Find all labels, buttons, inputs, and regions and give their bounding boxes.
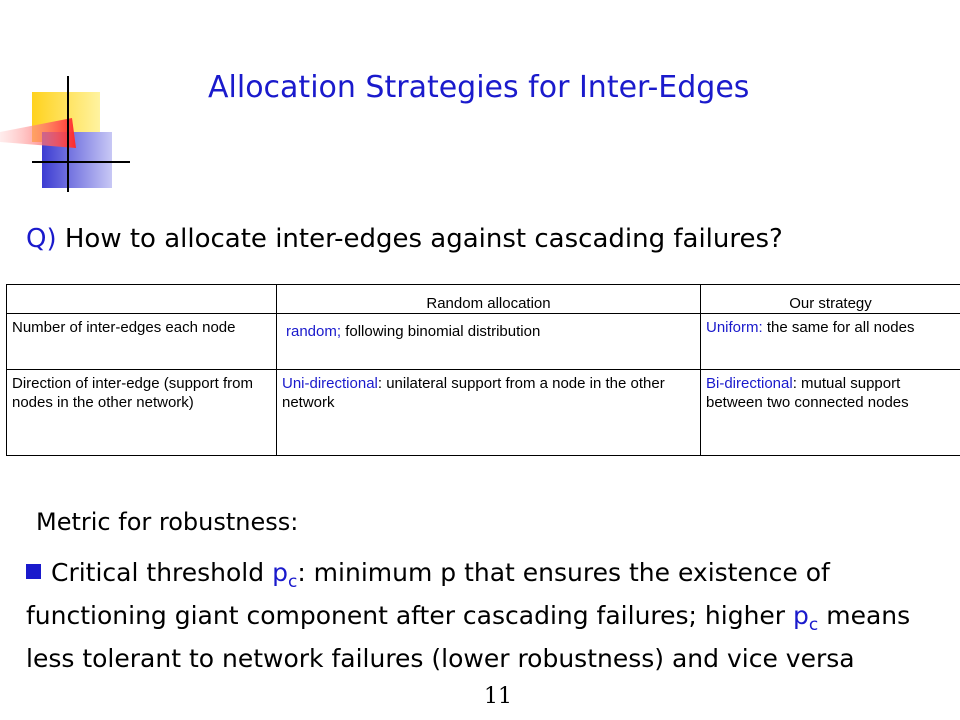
square-bullet-icon [26, 564, 41, 579]
ours-key-text: Bi-directional [706, 375, 793, 392]
ours-key-text: Uniform: [706, 319, 763, 336]
bullet-text-part1: Critical threshold [51, 558, 273, 587]
random-rest-text: following binomial distribution [341, 323, 541, 340]
our-strategy-cell [701, 370, 960, 456]
random-rest-text: : unilateral support from a node in the other network [282, 375, 665, 411]
table-header-cell: Our strategy [701, 285, 960, 314]
question-label: Q) [26, 224, 57, 254]
bullet-text-part2: : minimum p that ensures the existence of functioning giant component after cascading failures; higher [26, 558, 830, 630]
slide-title: Allocation Strategies for Inter-Edges [208, 70, 750, 105]
row-label-cell: Number of inter-edges each node [7, 314, 277, 370]
pc-symbol: $p_c$ [793, 601, 819, 635]
bullet-text-part3: means less tolerant to network failures (lower robustness) and vice versa [26, 601, 911, 673]
pc-symbol: $p_c$ [272, 558, 298, 592]
table-row [7, 370, 960, 456]
metric-heading: Metric for robustness: [36, 508, 299, 536]
bullet-item [26, 556, 946, 676]
page-number: 11 [484, 684, 512, 709]
table-header-row [7, 285, 960, 314]
comparison-table [6, 284, 960, 456]
table-row [7, 314, 960, 370]
question-line [26, 224, 783, 254]
random-allocation-cell [277, 314, 701, 370]
row-label-cell: Direction of inter-edge (support from nodes in the other network) [7, 370, 277, 456]
table-header-cell [7, 285, 277, 314]
random-allocation-cell [277, 370, 701, 456]
random-key-text: random; [286, 323, 342, 340]
table-header-cell: Random allocation [277, 285, 701, 314]
ours-rest-text: : mutual support between two connected nodes [706, 375, 909, 411]
random-key-text: Uni-directional [282, 375, 378, 392]
our-strategy-cell [701, 314, 960, 370]
question-text: How to allocate inter-edges against cascading failures? [56, 224, 783, 254]
decorative-logo-graphic [0, 70, 130, 200]
ours-rest-text: the same for all nodes [762, 319, 915, 336]
